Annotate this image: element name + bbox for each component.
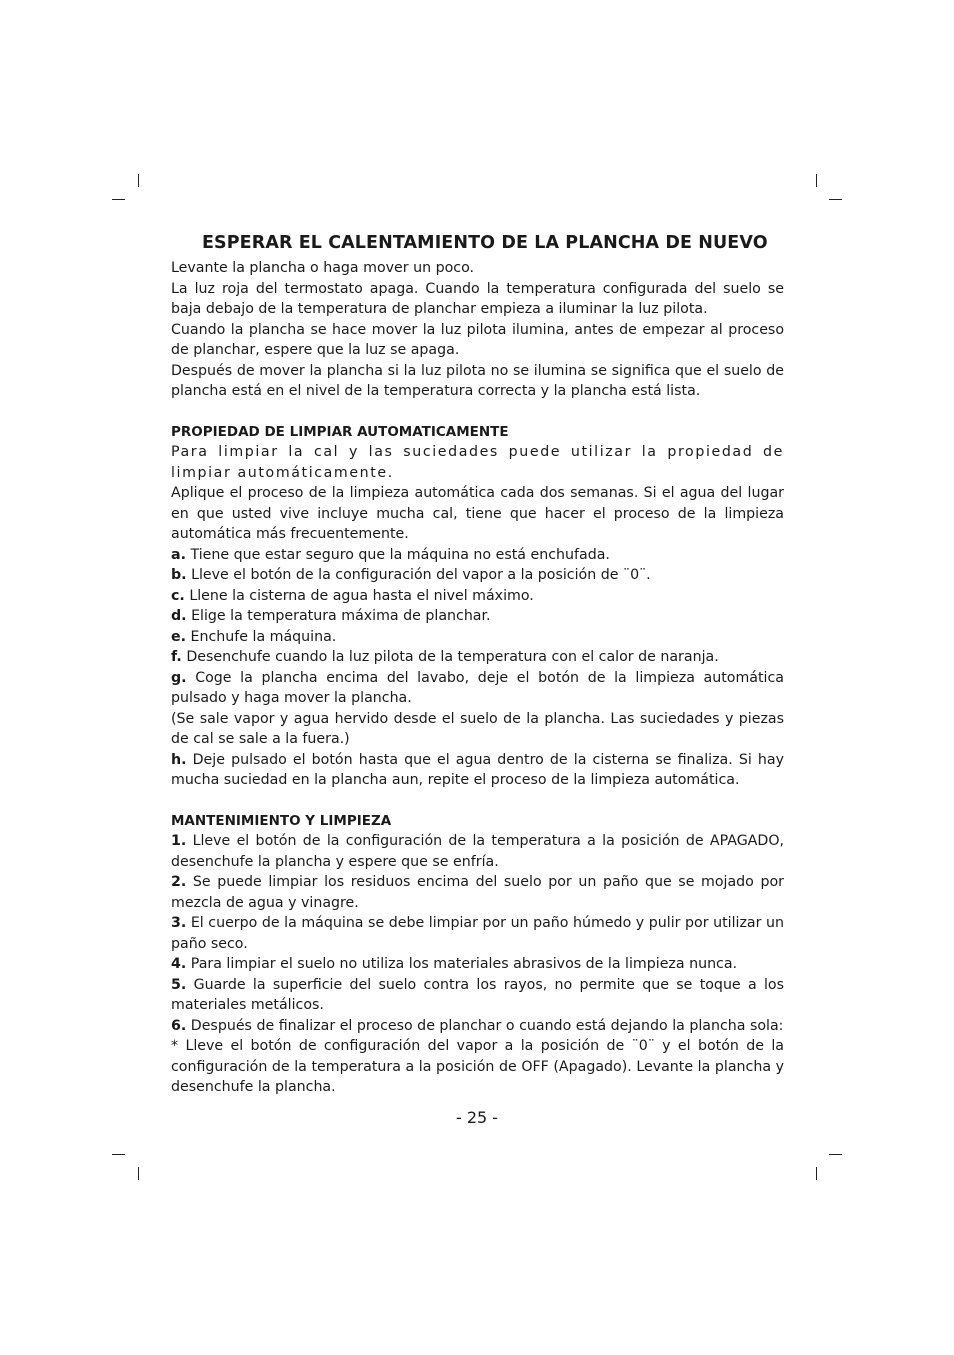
- paragraph: Aplique el proceso de la limpieza automática cada dos semanas. Si el agua del lugar en que usted vive incluye mucha cal, tiene que hacer el proceso de la limpieza automática más frecuentemente.: [171, 485, 784, 542]
- step-item: [171, 565, 784, 586]
- step-item: [171, 586, 784, 607]
- crop-mark: [829, 1154, 842, 1155]
- paragraph: Levante la plancha o haga mover un poco.: [171, 260, 475, 276]
- step-label: f.: [171, 649, 182, 665]
- paragraph: La luz roja del termostato apaga. Cuando la temperatura configurada del suelo se baja debajo de la temperatura de planchar empieza a iluminar la luz pilota.: [171, 280, 784, 317]
- step-label: 5.: [171, 976, 187, 993]
- step-text: Llene la cisterna de agua hasta el nivel máximo.: [189, 587, 534, 604]
- step-label: d.: [171, 608, 187, 624]
- step-text: Enchufe la máquina.: [190, 628, 337, 645]
- paragraph: Para limpiar la cal y las suciedades puede utilizar la propiedad de limpiar automáticamente.: [171, 444, 784, 481]
- step-label: 3.: [171, 915, 187, 931]
- crop-mark: [816, 1167, 817, 1180]
- crop-mark: [138, 174, 139, 187]
- step-text: Guarde la superficie del suelo contra los rayos, no permite que se toque a los materiales metálicos.: [171, 976, 784, 1013]
- section-heading-maintenance: MANTENIMIENTO Y LIMPIEZA: [171, 812, 392, 829]
- paragraph: * Lleve el botón de configuración del vapor a la posición de ¨0¨ y el botón de la configuración de la temperatura a la posición de OFF (Apagado). Levante la plancha y desenchufe la plancha.: [171, 1038, 784, 1095]
- step-item: [171, 872, 784, 913]
- page-content: [171, 231, 784, 1098]
- step-text: Se puede limpiar los residuos encima del suelo por un paño que se mojado por mezcla de agua y vinagre.: [171, 874, 784, 911]
- paragraph: Cuando la plancha se hace mover la luz pilota ilumina, antes de empezar al proceso de planchar, espere que la luz se apaga.: [171, 321, 784, 358]
- crop-mark: [112, 1154, 125, 1155]
- step-item: [171, 975, 784, 1016]
- step-label: 1.: [171, 833, 187, 849]
- crop-mark: [816, 174, 817, 187]
- step-label: b.: [171, 567, 187, 583]
- step-item: [171, 1016, 784, 1037]
- step-item: [171, 647, 784, 668]
- note: (Se sale vapor y agua hervido desde el suelo de la plancha. Las suciedades y piezas de cal se sale a la fuera.): [171, 710, 784, 747]
- step-label: g.: [171, 669, 187, 686]
- step-label: c.: [171, 587, 185, 604]
- step-text: Deje pulsado el botón hasta que el agua dentro de la cisterna se finaliza. Si hay mucha suciedad en la plancha aun, repite el proceso de la limpieza automática.: [171, 751, 784, 788]
- step-text: Desenchufe cuando la luz pilota de la temperatura con el calor de naranja.: [186, 649, 719, 665]
- step-text: Después de finalizar el proceso de planchar o cuando está dejando la plancha sola:: [190, 1017, 784, 1034]
- step-item: [171, 668, 784, 709]
- step-item: [171, 954, 784, 975]
- step-text: Lleve el botón de la configuración de la temperatura a la posición de APAGADO, desenchufe la plancha y espere que se enfría.: [171, 833, 784, 870]
- crop-mark: [138, 1167, 139, 1180]
- step-text: Para limpiar el suelo no utiliza los materiales abrasivos de la limpieza nunca.: [190, 956, 738, 972]
- step-label: 4.: [171, 956, 187, 972]
- paragraph: Después de mover la plancha si la luz pilota no se ilumina se significa que el suelo de plancha está en el nivel de la temperatura correcta y la plancha está lista.: [171, 362, 784, 399]
- crop-mark: [112, 199, 125, 200]
- step-label: e.: [171, 628, 187, 645]
- step-item: [171, 913, 784, 954]
- step-text: Lleve el botón de la configuración del vapor a la posición de ¨0¨.: [191, 567, 651, 583]
- page-number: - 25 -: [455, 1108, 499, 1127]
- step-label: h.: [171, 751, 187, 768]
- step-text: Coge la plancha encima del lavabo, deje el botón de la limpieza automática pulsado y haga mover la plancha.: [171, 669, 784, 706]
- page-title: ESPERAR EL CALENTAMIENTO DE LA PLANCHA DE NUEVO: [202, 233, 768, 253]
- step-label: 6.: [171, 1017, 187, 1034]
- step-item: [171, 831, 784, 872]
- step-label: 2.: [171, 874, 187, 890]
- step-item: [171, 750, 784, 791]
- step-text: El cuerpo de la máquina se debe limpiar por un paño húmedo y pulir por utilizar un paño seco.: [171, 915, 784, 952]
- step-item: [171, 627, 784, 648]
- step-item: [171, 606, 784, 627]
- step-text: Elige la temperatura máxima de planchar.: [191, 608, 491, 624]
- step-text: Tiene que estar seguro que la máquina no está enchufada.: [190, 546, 610, 563]
- step-label: a.: [171, 546, 186, 563]
- step-item: [171, 545, 784, 566]
- section-heading-self-clean: PROPIEDAD DE LIMPIAR AUTOMATICAMENTE: [171, 423, 509, 440]
- crop-mark: [829, 199, 842, 200]
